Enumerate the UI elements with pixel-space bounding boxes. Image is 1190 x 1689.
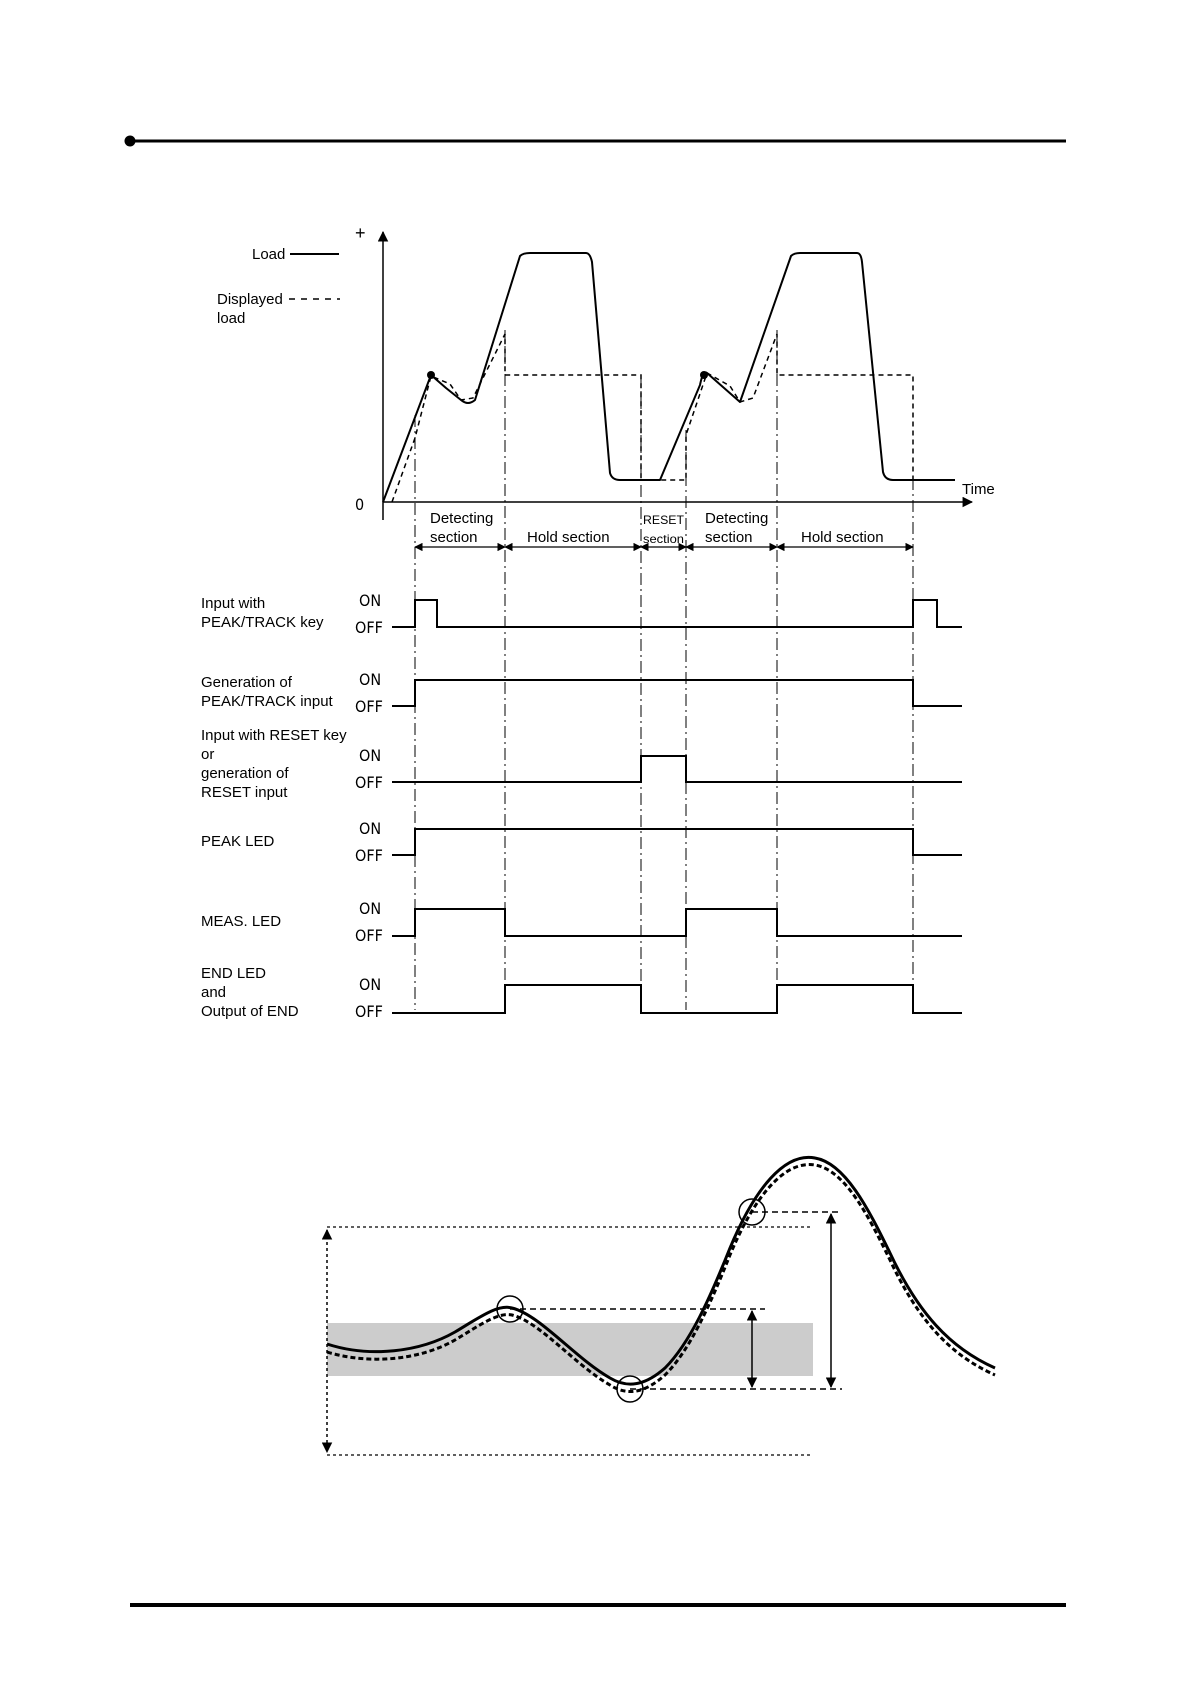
on-off-labels — [355, 591, 383, 1021]
signal-label-peak-led: PEAK LED — [201, 833, 275, 850]
signal-labels — [201, 595, 347, 1020]
axis-zero-label: 0 — [355, 495, 365, 514]
off-label: OFF — [355, 773, 383, 792]
legend-displayed-label-line2: load — [217, 310, 246, 327]
section-detecting-label: Detecting — [705, 510, 769, 527]
signal-label-meas-led: MEAS. LED — [201, 913, 282, 930]
axes — [355, 223, 995, 520]
signal-label-end-led: END LED — [201, 965, 267, 982]
signal-label-end-led: Output of END — [201, 1003, 299, 1020]
signal-label-reset-input: or — [201, 746, 215, 763]
axis-time-label: Time — [962, 481, 995, 498]
section-hold-label: Hold section — [801, 529, 884, 546]
trace-end-led — [392, 985, 962, 1013]
signal-label-reset-input: Input with RESET key — [201, 727, 347, 744]
signal-label-peak-track-key: PEAK/TRACK key — [201, 614, 324, 631]
waveform-diagram — [327, 1157, 995, 1455]
off-label: OFF — [355, 618, 383, 637]
trace-reset-input — [392, 756, 962, 782]
on-label: ON — [359, 819, 382, 838]
section-detecting-label: section — [705, 529, 753, 546]
off-label: OFF — [355, 926, 383, 945]
trace-peak-track-key — [392, 600, 962, 627]
signal-label-end-led: and — [201, 984, 227, 1001]
section-detecting-label: Detecting — [430, 510, 494, 527]
signal-label-reset-input: generation of — [201, 765, 289, 782]
displayed-load-curve — [392, 334, 913, 502]
section-reset-label: section — [643, 532, 684, 546]
legend-load-label: Load — [252, 246, 286, 263]
header-rule — [125, 136, 1067, 147]
trace-peak-led — [392, 829, 962, 855]
section-detecting-label: section — [430, 529, 478, 546]
trace-meas-led — [392, 909, 962, 936]
section-reset-label: RESET — [643, 513, 685, 527]
on-label: ON — [359, 899, 382, 918]
signal-label-peak-track-key: Input with — [201, 595, 266, 612]
legend — [217, 246, 340, 327]
timing-chart — [201, 223, 995, 1021]
legend-displayed-label-line1: Displayed — [217, 291, 283, 308]
signal-label-peak-track-input: PEAK/TRACK input — [201, 693, 333, 710]
axis-plus-sign: + — [355, 223, 366, 243]
signal-label-peak-track-input: Generation of — [201, 674, 292, 691]
on-label: ON — [359, 591, 382, 610]
section-labels — [430, 510, 884, 546]
trace-peak-track-input — [392, 680, 962, 706]
signal-label-reset-input: RESET input — [201, 784, 288, 801]
section-hold-label: Hold section — [527, 529, 610, 546]
signal-traces — [392, 600, 962, 1013]
load-curve — [383, 253, 955, 502]
on-label: ON — [359, 746, 382, 765]
on-label: ON — [359, 975, 382, 994]
off-label: OFF — [355, 1002, 383, 1021]
on-label: ON — [359, 670, 382, 689]
off-label: OFF — [355, 697, 383, 716]
off-label: OFF — [355, 846, 383, 865]
